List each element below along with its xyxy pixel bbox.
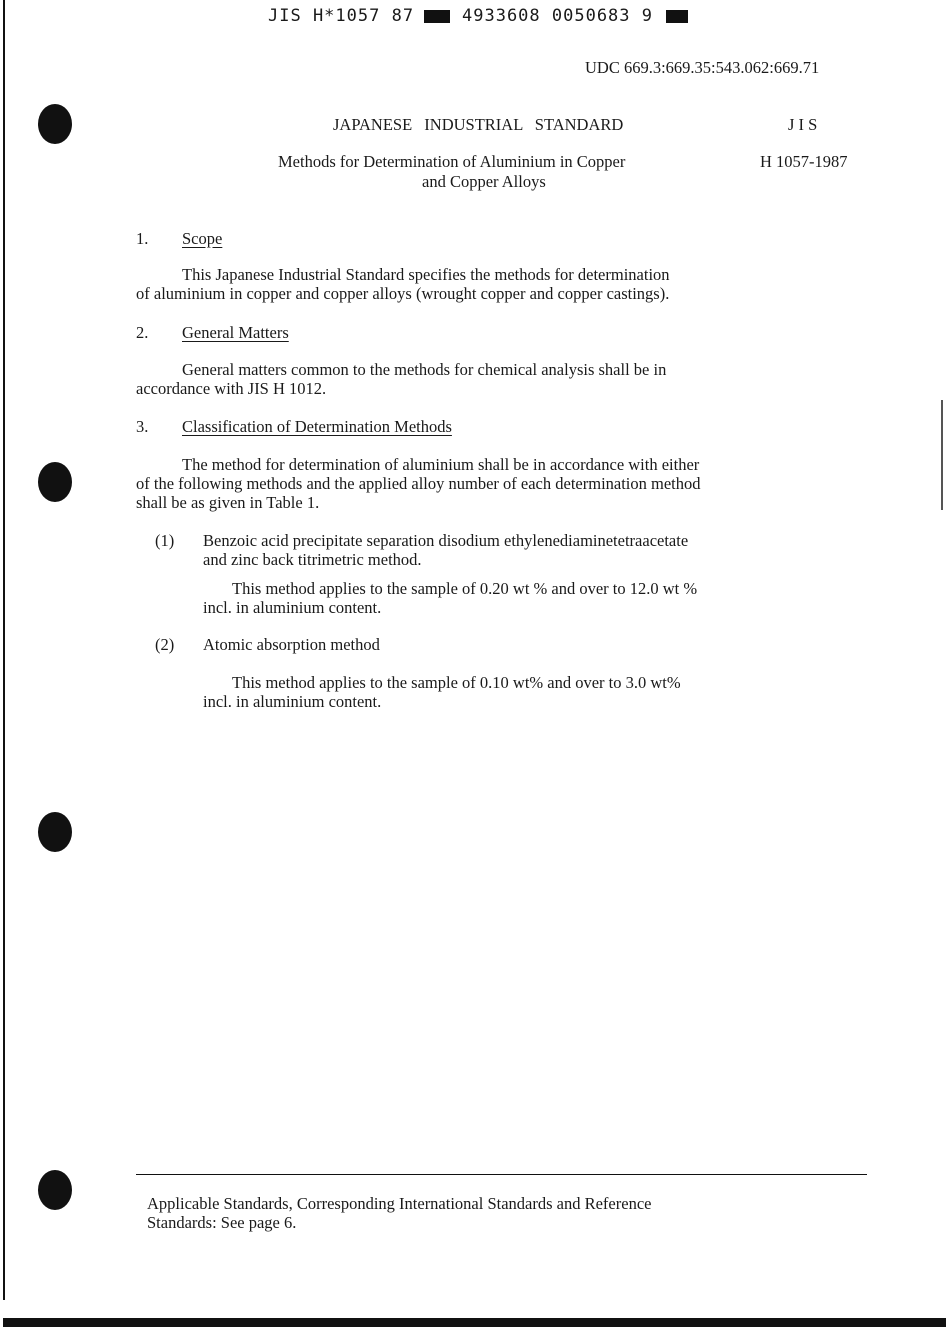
method-1-number: (1) [155, 531, 175, 550]
footnote [147, 1194, 651, 1232]
method-2-title [203, 635, 380, 654]
scan-header-code-b: 4933608 0050683 9 [462, 6, 653, 26]
footnote-line-2: Standards: See page 6. [147, 1213, 297, 1232]
section-1-line-2: of aluminium in copper and copper alloys (wrought copper and copper castings). [136, 284, 670, 303]
title-line-2: and Copper Alloys [422, 172, 546, 191]
punch-hole-3 [38, 812, 72, 852]
section-1-line-1: This Japanese Industrial Standard specifies the methods for determination [182, 265, 670, 284]
punch-hole-4 [38, 1170, 72, 1210]
section-3-line-3: shall be as given in Table 1. [136, 493, 320, 512]
left-page-edge [3, 0, 5, 1300]
jis-mark: J I S [788, 115, 818, 134]
method-2-body [203, 673, 681, 711]
method-1-title-line-2: and zinc back titrimetric method. [203, 550, 422, 569]
method-2-number: (2) [155, 635, 175, 654]
title-line-1: Methods for Determination of Aluminium in Copper [278, 152, 626, 171]
section-3-line-2: of the following methods and the applied alloy number of each determination method [136, 474, 701, 493]
standard-label: JAPANESE INDUSTRIAL STANDARD [333, 115, 624, 134]
method-1-title [203, 531, 688, 569]
method-2-body-line-1: This method applies to the sample of 0.10 wt% and over to 3.0 wt% [232, 673, 681, 692]
section-3-line-1: The method for determination of aluminium shall be in accordance with either [182, 455, 700, 474]
section-2-body [136, 360, 666, 398]
section-1-heading: Scope [182, 229, 223, 248]
udc-code: UDC 669.3:669.35:543.062:669.71 [585, 58, 820, 77]
method-1-body-line-1: This method applies to the sample of 0.20 wt % and over to 12.0 wt % [232, 579, 698, 598]
method-1-title-line-1: Benzoic acid precipitate separation disodium ethylenediaminetetraacetate [203, 531, 689, 550]
footnote-rule [136, 1174, 867, 1175]
section-1-body [136, 265, 670, 303]
section-2-line-1: General matters common to the methods for chemical analysis shall be in [182, 360, 667, 379]
punch-hole-2 [38, 462, 72, 502]
section-2-number: 2. [136, 323, 149, 342]
right-edge-mark [941, 400, 943, 510]
method-2-title-line-1: Atomic absorption method [203, 635, 380, 654]
section-3-body [136, 455, 701, 512]
scan-header-block-1 [424, 10, 450, 23]
method-1-body-line-2: incl. in aluminium content. [203, 598, 382, 617]
method-2-body-line-2: incl. in aluminium content. [203, 692, 382, 711]
section-1-number: 1. [136, 229, 149, 248]
method-1-body [203, 579, 697, 617]
section-2-line-2: accordance with JIS H 1012. [136, 379, 327, 398]
footnote-line-1: Applicable Standards, Corresponding International Standards and Reference [147, 1194, 652, 1213]
standard-number: H 1057-1987 [760, 152, 848, 171]
scan-header-code-a: JIS H*1057 87 [268, 6, 415, 26]
section-2-heading: General Matters [182, 323, 289, 342]
section-3-heading: Classification of Determination Methods [182, 417, 452, 436]
punch-hole-1 [38, 104, 72, 144]
bottom-page-edge [3, 1318, 946, 1327]
scan-header-block-2 [666, 10, 688, 23]
section-3-number: 3. [136, 417, 149, 436]
